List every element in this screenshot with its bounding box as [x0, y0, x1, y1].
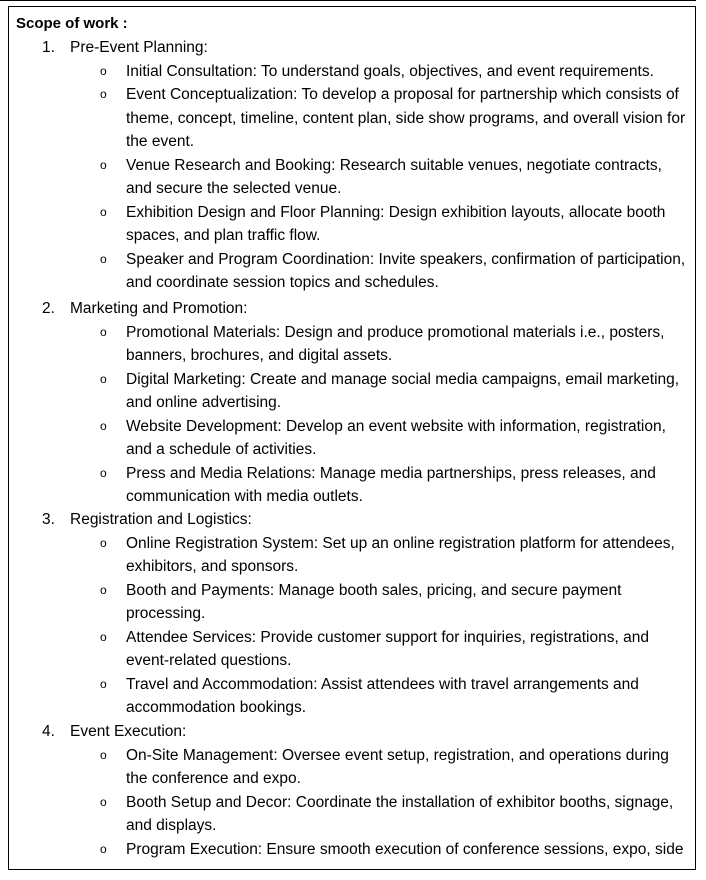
section-title: Pre-Event Planning: — [70, 39, 208, 56]
bullet-icon: o — [100, 324, 107, 339]
section-title: Marketing and Promotion: — [70, 300, 248, 317]
list-item-text: Website Development: Develop an event website with information, registration, and a schedule of activities. — [126, 417, 666, 458]
bullet-icon: o — [100, 251, 107, 266]
bullet-icon: o — [100, 629, 107, 644]
bullet-icon: o — [100, 63, 107, 78]
section-title: Event Execution: — [70, 723, 187, 740]
list-item-text: Event Conceptualization: To develop a proposal for partnership which consists of theme, concept, timeline, content plan, side show programs, and overall vision for the event. — [126, 86, 686, 150]
list-item-text: Press and Media Relations: Manage media partnerships, press releases, and communication with media outlets. — [126, 464, 656, 505]
list-item-text: On-Site Management: Oversee event setup, registration, and operations during the conference and expo. — [126, 746, 669, 787]
list-item-text: Speaker and Program Coordination: Invite speakers, confirmation of participation, and coordinate session topics and schedules. — [126, 250, 686, 291]
list-item-text: Booth and Payments: Manage booth sales, pricing, and secure payment processing. — [126, 581, 622, 622]
section-title: Registration and Logistics: — [70, 511, 252, 528]
top-rule — [0, 0, 696, 1]
list-item-text: Travel and Accommodation: Assist attendees with travel arrangements and accommodation bookings. — [126, 675, 639, 716]
bullet-icon: o — [100, 535, 107, 550]
bullet-icon: o — [100, 747, 107, 762]
list-item-text: Promotional Materials: Design and produce promotional materials i.e., posters, banners, brochures, and digital assets. — [126, 323, 665, 364]
list-item-text: Initial Consultation: To understand goals, objectives, and event requirements. — [126, 62, 654, 80]
list-item-text: Exhibition Design and Floor Planning: Design exhibition layouts, allocate booth spaces, and plan traffic flow. — [126, 203, 666, 244]
scope-title: Scope of work : — [16, 15, 128, 32]
bullet-icon: o — [100, 676, 107, 691]
section-number: 4. — [42, 723, 55, 740]
list-item-text: Venue Research and Booking: Research suitable venues, negotiate contracts, and secure the selected venue. — [126, 156, 662, 197]
bullet-icon: o — [100, 465, 107, 480]
list-item-text: Online Registration System: Set up an online registration platform for attendees, exhibitors, and sponsors. — [126, 534, 675, 575]
bullet-icon: o — [100, 87, 107, 101]
list-item-text: Digital Marketing: Create and manage social media campaigns, email marketing, and online advertising. — [126, 370, 680, 411]
bullet-icon: o — [100, 841, 107, 856]
bullet-icon: o — [100, 204, 107, 219]
section-number: 2. — [42, 300, 55, 317]
bullet-icon: o — [100, 371, 107, 386]
list-item-text: Program Execution: Ensure smooth execution of conference sessions, expo, side — [126, 840, 684, 858]
list-item-text: Attendee Services: Provide customer support for inquiries, registrations, and event-related questions. — [126, 628, 649, 669]
bullet-icon: o — [100, 157, 107, 172]
section-number: 3. — [42, 511, 55, 528]
bullet-icon: o — [100, 582, 107, 597]
bullet-icon: o — [100, 794, 107, 809]
bullet-icon: o — [100, 418, 107, 433]
list-item-text: Booth Setup and Decor: Coordinate the installation of exhibitor booths, signage, and displays. — [126, 793, 674, 834]
section-number: 1. — [42, 39, 55, 56]
